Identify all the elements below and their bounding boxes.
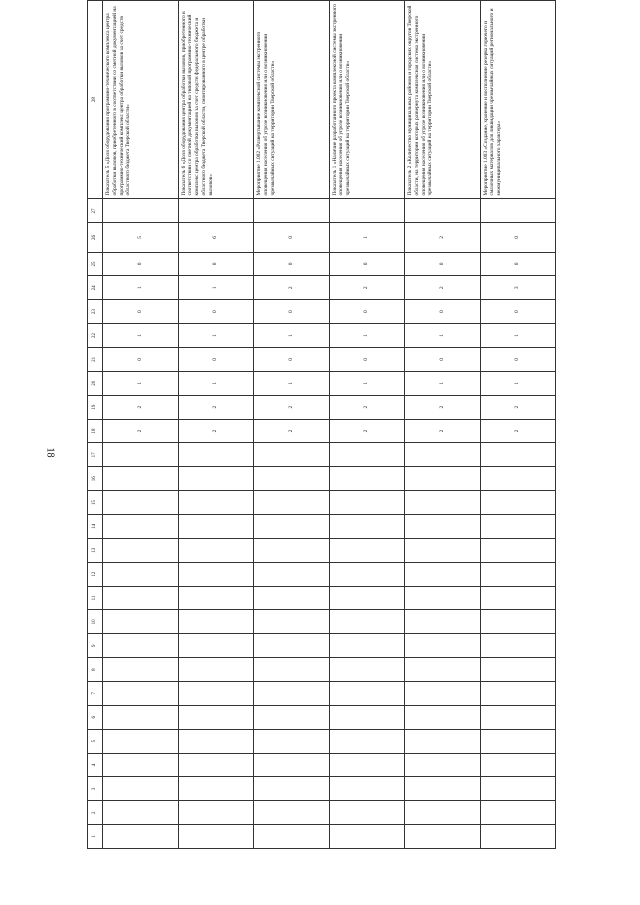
code-cell bbox=[103, 729, 179, 753]
code-cell bbox=[254, 562, 330, 586]
code-cell: 1 bbox=[103, 324, 179, 348]
code-cell bbox=[405, 729, 481, 753]
code-cell bbox=[405, 586, 481, 610]
code-cell bbox=[329, 467, 405, 491]
code-cell: 2 bbox=[254, 419, 330, 443]
table-row bbox=[178, 0, 254, 849]
code-cell bbox=[405, 467, 481, 491]
code-cell bbox=[329, 825, 405, 849]
code-cell: 0 bbox=[480, 300, 556, 324]
code-cell bbox=[178, 753, 254, 777]
code-cell: 2 bbox=[405, 419, 481, 443]
code-cell bbox=[329, 729, 405, 753]
code-cell: 1 bbox=[405, 324, 481, 348]
code-cell: 0 bbox=[178, 252, 254, 276]
code-cell bbox=[405, 705, 481, 729]
code-cell bbox=[103, 825, 179, 849]
column-number-header: 13 bbox=[88, 538, 103, 562]
code-cell: 0 bbox=[103, 300, 179, 324]
column-number-header: 10 bbox=[88, 610, 103, 634]
code-cell bbox=[480, 825, 556, 849]
code-cell: 0 bbox=[103, 347, 179, 371]
code-cell bbox=[254, 801, 330, 825]
code-cell: 1 bbox=[103, 276, 179, 300]
code-cell bbox=[405, 658, 481, 682]
code-cell bbox=[254, 199, 330, 223]
code-cell bbox=[480, 705, 556, 729]
code-cell bbox=[103, 514, 179, 538]
indicator-name-cell: Показатель 1 «Наличие разработанного проекта комплексной системы экстренного оповещения населения об угрозе возникновения или о возникновении чрезвычайных ситуаций на территории Тверской области» bbox=[329, 0, 405, 199]
code-cell bbox=[254, 825, 330, 849]
code-cell bbox=[329, 443, 405, 467]
code-cell bbox=[480, 777, 556, 801]
code-cell: 0 bbox=[103, 252, 179, 276]
code-cell bbox=[178, 634, 254, 658]
code-cell bbox=[329, 634, 405, 658]
column-number-header: 15 bbox=[88, 491, 103, 515]
column-number-header: 22 bbox=[88, 324, 103, 348]
column-number-header: 24 bbox=[88, 276, 103, 300]
code-cell bbox=[178, 825, 254, 849]
code-cell bbox=[405, 634, 481, 658]
code-cell bbox=[254, 538, 330, 562]
table-row bbox=[405, 0, 481, 849]
code-cell: 2 bbox=[329, 276, 405, 300]
code-cell bbox=[178, 199, 254, 223]
code-cell bbox=[329, 199, 405, 223]
code-cell bbox=[329, 562, 405, 586]
code-cell bbox=[329, 681, 405, 705]
column-number-header: 27 bbox=[88, 199, 103, 223]
code-cell bbox=[405, 538, 481, 562]
column-number-header: 14 bbox=[88, 514, 103, 538]
column-number-header: 7 bbox=[88, 681, 103, 705]
code-cell bbox=[480, 658, 556, 682]
code-cell bbox=[405, 562, 481, 586]
page-number: 18 bbox=[44, 447, 56, 458]
code-cell bbox=[480, 443, 556, 467]
code-cell: 0 bbox=[329, 347, 405, 371]
code-cell bbox=[480, 562, 556, 586]
code-cell: 2 bbox=[178, 395, 254, 419]
code-cell bbox=[178, 491, 254, 515]
code-cell: 0 bbox=[254, 223, 330, 252]
column-number-header: 19 bbox=[88, 395, 103, 419]
code-cell bbox=[329, 514, 405, 538]
code-cell: 2 bbox=[254, 395, 330, 419]
code-cell bbox=[254, 705, 330, 729]
code-cell: 2 bbox=[405, 395, 481, 419]
column-number-header: 18 bbox=[88, 419, 103, 443]
code-cell bbox=[103, 538, 179, 562]
code-cell: 0 bbox=[480, 252, 556, 276]
code-cell bbox=[178, 681, 254, 705]
code-cell bbox=[178, 538, 254, 562]
code-cell bbox=[329, 538, 405, 562]
column-number-header: 28 bbox=[88, 0, 103, 199]
code-cell bbox=[405, 514, 481, 538]
code-cell bbox=[480, 199, 556, 223]
code-cell: 2 bbox=[329, 395, 405, 419]
column-number-header: 20 bbox=[88, 371, 103, 395]
code-cell: 0 bbox=[480, 347, 556, 371]
code-cell bbox=[329, 491, 405, 515]
indicator-name-cell: Показатель 2 «Количество муниципальных районов и городских округов Тверской области, на территории которых развернута комплексная система экстренного оповещения населения об угрозе возникновения или о возникновении чрезвычайных ситуаций на территории Тверской области» bbox=[405, 0, 481, 199]
column-number-header: 16 bbox=[88, 467, 103, 491]
column-number-header: 23 bbox=[88, 300, 103, 324]
code-cell: 1 bbox=[178, 324, 254, 348]
code-cell bbox=[103, 443, 179, 467]
code-cell: 0 bbox=[405, 300, 481, 324]
code-cell bbox=[329, 658, 405, 682]
code-cell bbox=[178, 443, 254, 467]
code-cell bbox=[405, 199, 481, 223]
code-cell bbox=[103, 634, 179, 658]
code-cell bbox=[178, 777, 254, 801]
code-cell bbox=[329, 753, 405, 777]
program-indicators-table bbox=[87, 0, 556, 849]
code-cell: 0 bbox=[178, 300, 254, 324]
code-cell bbox=[178, 729, 254, 753]
code-cell bbox=[480, 586, 556, 610]
code-cell: 1 bbox=[254, 371, 330, 395]
code-cell bbox=[103, 199, 179, 223]
code-cell bbox=[103, 753, 179, 777]
code-cell: 2 bbox=[480, 395, 556, 419]
code-cell bbox=[103, 801, 179, 825]
column-number-header: 2 bbox=[88, 801, 103, 825]
code-cell bbox=[254, 681, 330, 705]
code-cell bbox=[103, 610, 179, 634]
code-cell: 2 bbox=[480, 419, 556, 443]
code-cell bbox=[254, 753, 330, 777]
code-cell: 0 bbox=[178, 347, 254, 371]
code-cell bbox=[405, 443, 481, 467]
code-cell bbox=[254, 777, 330, 801]
code-cell bbox=[405, 681, 481, 705]
code-cell bbox=[254, 514, 330, 538]
code-cell: 1 bbox=[480, 371, 556, 395]
code-cell: 1 bbox=[329, 324, 405, 348]
column-number-header: 4 bbox=[88, 753, 103, 777]
code-cell bbox=[480, 753, 556, 777]
code-cell bbox=[178, 586, 254, 610]
column-number-header: 26 bbox=[88, 223, 103, 252]
code-cell bbox=[178, 514, 254, 538]
code-cell: 5 bbox=[103, 223, 179, 252]
column-number-header: 17 bbox=[88, 443, 103, 467]
code-cell: 2 bbox=[405, 223, 481, 252]
code-cell bbox=[480, 610, 556, 634]
code-cell: 2 bbox=[178, 419, 254, 443]
code-cell bbox=[405, 610, 481, 634]
code-cell bbox=[103, 586, 179, 610]
code-cell bbox=[254, 467, 330, 491]
code-cell: 0 bbox=[405, 252, 481, 276]
indicator-name-cell: Показатель 5 «Доля оборудования программно-технического комплекса центра обработки вызовов, приобретенного в соответствии со сметной документацией на программно-технический комплекс центра обработки вызовов за счет средств областного бюджета Тверской области» bbox=[103, 0, 179, 199]
code-cell bbox=[480, 729, 556, 753]
code-cell bbox=[103, 658, 179, 682]
code-cell bbox=[405, 801, 481, 825]
code-cell: 3 bbox=[480, 276, 556, 300]
code-cell bbox=[254, 610, 330, 634]
code-cell: 6 bbox=[178, 223, 254, 252]
indicator-name-cell: Мероприятие 1.002 «Развертывание комплексной системы экстренного оповещения населения об угрозе возникновения или о возникновении чрезвычайных ситуаций на территории Тверской области» bbox=[254, 0, 330, 199]
code-cell bbox=[480, 634, 556, 658]
code-cell: 2 bbox=[405, 276, 481, 300]
indicator-name-cell: Мероприятие 1.003 «Создание, хранение и восполнение резерва горючего и смазочных материалов для ликвидации чрезвычайных ситуаций регионального и межмуниципального характера» bbox=[480, 0, 556, 199]
code-cell bbox=[480, 538, 556, 562]
code-cell bbox=[254, 634, 330, 658]
column-number-header: 8 bbox=[88, 658, 103, 682]
code-cell: 1 bbox=[329, 223, 405, 252]
column-number-header: 9 bbox=[88, 634, 103, 658]
code-cell: 1 bbox=[405, 371, 481, 395]
code-cell bbox=[103, 681, 179, 705]
code-cell bbox=[329, 777, 405, 801]
code-cell bbox=[254, 729, 330, 753]
code-cell: 2 bbox=[329, 419, 405, 443]
column-number-header: 12 bbox=[88, 562, 103, 586]
code-cell: 1 bbox=[178, 276, 254, 300]
code-cell: 0 bbox=[254, 300, 330, 324]
code-cell: 2 bbox=[103, 395, 179, 419]
code-cell: 1 bbox=[329, 371, 405, 395]
code-cell bbox=[178, 658, 254, 682]
code-cell: 1 bbox=[103, 371, 179, 395]
code-cell bbox=[329, 610, 405, 634]
code-cell bbox=[178, 801, 254, 825]
column-number-header: 6 bbox=[88, 705, 103, 729]
code-cell: 0 bbox=[405, 347, 481, 371]
code-cell bbox=[329, 586, 405, 610]
code-cell bbox=[329, 801, 405, 825]
code-cell bbox=[254, 443, 330, 467]
table-row bbox=[329, 0, 405, 849]
column-number-header: 1 bbox=[88, 825, 103, 849]
code-cell bbox=[103, 491, 179, 515]
code-cell: 0 bbox=[480, 223, 556, 252]
code-cell bbox=[178, 705, 254, 729]
code-cell bbox=[480, 681, 556, 705]
code-cell bbox=[178, 562, 254, 586]
code-cell bbox=[480, 514, 556, 538]
code-cell: 0 bbox=[254, 252, 330, 276]
code-cell bbox=[178, 610, 254, 634]
code-cell: 1 bbox=[254, 324, 330, 348]
code-cell bbox=[405, 777, 481, 801]
code-cell bbox=[254, 658, 330, 682]
code-cell bbox=[254, 586, 330, 610]
column-number-header: 5 bbox=[88, 729, 103, 753]
code-cell bbox=[480, 467, 556, 491]
column-number-header: 25 bbox=[88, 252, 103, 276]
column-number-header: 11 bbox=[88, 586, 103, 610]
column-number-row bbox=[88, 0, 103, 849]
code-cell bbox=[405, 491, 481, 515]
indicator-name-cell: Показатель 6 «Доля оборудования центра обработки вызовов, приобретенного в соответствии со сметной документацией на типовой программно-технический комплекс центра обработки вызовов за счет средств федерального бюджета и областного бюджета Тверской области, смонтированного в центре обработки вызовов» bbox=[178, 0, 254, 199]
table-row bbox=[103, 0, 179, 849]
code-cell bbox=[405, 825, 481, 849]
code-cell bbox=[405, 753, 481, 777]
table-row bbox=[480, 0, 556, 849]
code-cell bbox=[480, 491, 556, 515]
code-cell bbox=[103, 467, 179, 491]
code-cell: 0 bbox=[254, 347, 330, 371]
code-cell: 1 bbox=[480, 324, 556, 348]
code-cell bbox=[103, 705, 179, 729]
code-cell: 1 bbox=[178, 371, 254, 395]
rotated-program-table-page bbox=[87, 0, 556, 849]
code-cell bbox=[103, 777, 179, 801]
code-cell bbox=[254, 491, 330, 515]
column-number-header: 3 bbox=[88, 777, 103, 801]
code-cell: 2 bbox=[103, 419, 179, 443]
code-cell bbox=[480, 801, 556, 825]
column-number-header: 21 bbox=[88, 347, 103, 371]
code-cell bbox=[103, 562, 179, 586]
table-row bbox=[254, 0, 330, 849]
code-cell: 0 bbox=[329, 252, 405, 276]
code-cell: 2 bbox=[254, 276, 330, 300]
code-cell bbox=[178, 467, 254, 491]
code-cell: 0 bbox=[329, 300, 405, 324]
code-cell bbox=[329, 705, 405, 729]
